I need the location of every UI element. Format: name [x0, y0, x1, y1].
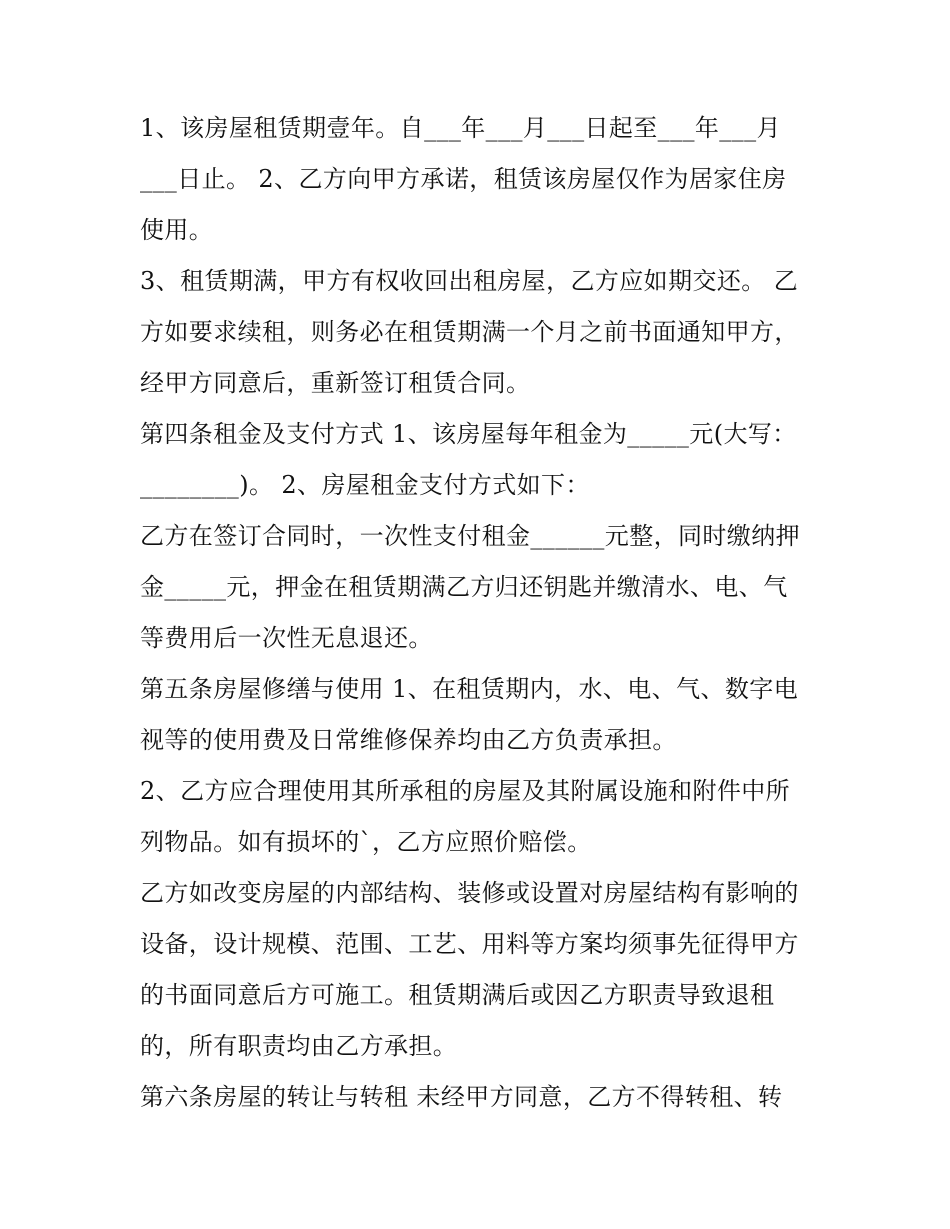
text-line: 乙方在签订合同时，一次性支付租金______元整，同时缴纳押: [140, 522, 800, 550]
text-line: 的书面同意后方可施工。租赁期满后或因乙方职责导致退租: [140, 981, 775, 1009]
text-line: 2、乙方应合理使用其所承租的房屋及其附属设施和附件中所: [140, 777, 791, 805]
text-line: 使用。: [140, 216, 214, 244]
text-line: ________)。 2、房屋租金支付方式如下：: [140, 471, 590, 499]
text-line: 1、该房屋租赁期壹年。自___年___月___日起至___年___月: [140, 114, 781, 142]
text-line: 乙方如改变房屋的内部结构、装修或设置对房屋结构有影响的: [140, 879, 799, 907]
text-line: ___日止。 2、乙方向甲方承诺，租赁该房屋仅作为居家住房: [140, 165, 787, 193]
text-line: 视等的使用费及日常维修保养均由乙方负责承担。: [140, 726, 677, 754]
text-line: 经甲方同意后，重新签订租赁合同。: [140, 369, 531, 397]
text-line: 设备，设计规模、范围、工艺、用料等方案均须事先征得甲方: [140, 930, 799, 958]
text-line: 的，所有职责均由乙方承担。: [140, 1032, 458, 1060]
text-line: 第五条房屋修缮与使用 1、在租赁期内，水、电、气、数字电: [140, 675, 799, 703]
text-line: 第四条租金及支付方式 1、该房屋每年租金为_____元(大写：: [140, 420, 797, 448]
document-body: [140, 103, 820, 1123]
text-line: 等费用后一次性无息退还。: [140, 624, 433, 652]
text-line: 第六条房屋的转让与转租 未经甲方同意，乙方不得转租、转: [140, 1083, 783, 1111]
text-line: 金_____元，押金在租赁期满乙方归还钥匙并缴清水、电、气: [140, 573, 788, 601]
text-line: 3、租赁期满，甲方有权收回出租房屋，乙方应如期交还。 乙: [140, 267, 799, 295]
text-line: 方如要求续租，则务必在租赁期满一个月之前书面通知甲方，: [140, 318, 799, 346]
text-line: 列物品。如有损坏的`，乙方应照价赔偿。: [140, 828, 592, 856]
